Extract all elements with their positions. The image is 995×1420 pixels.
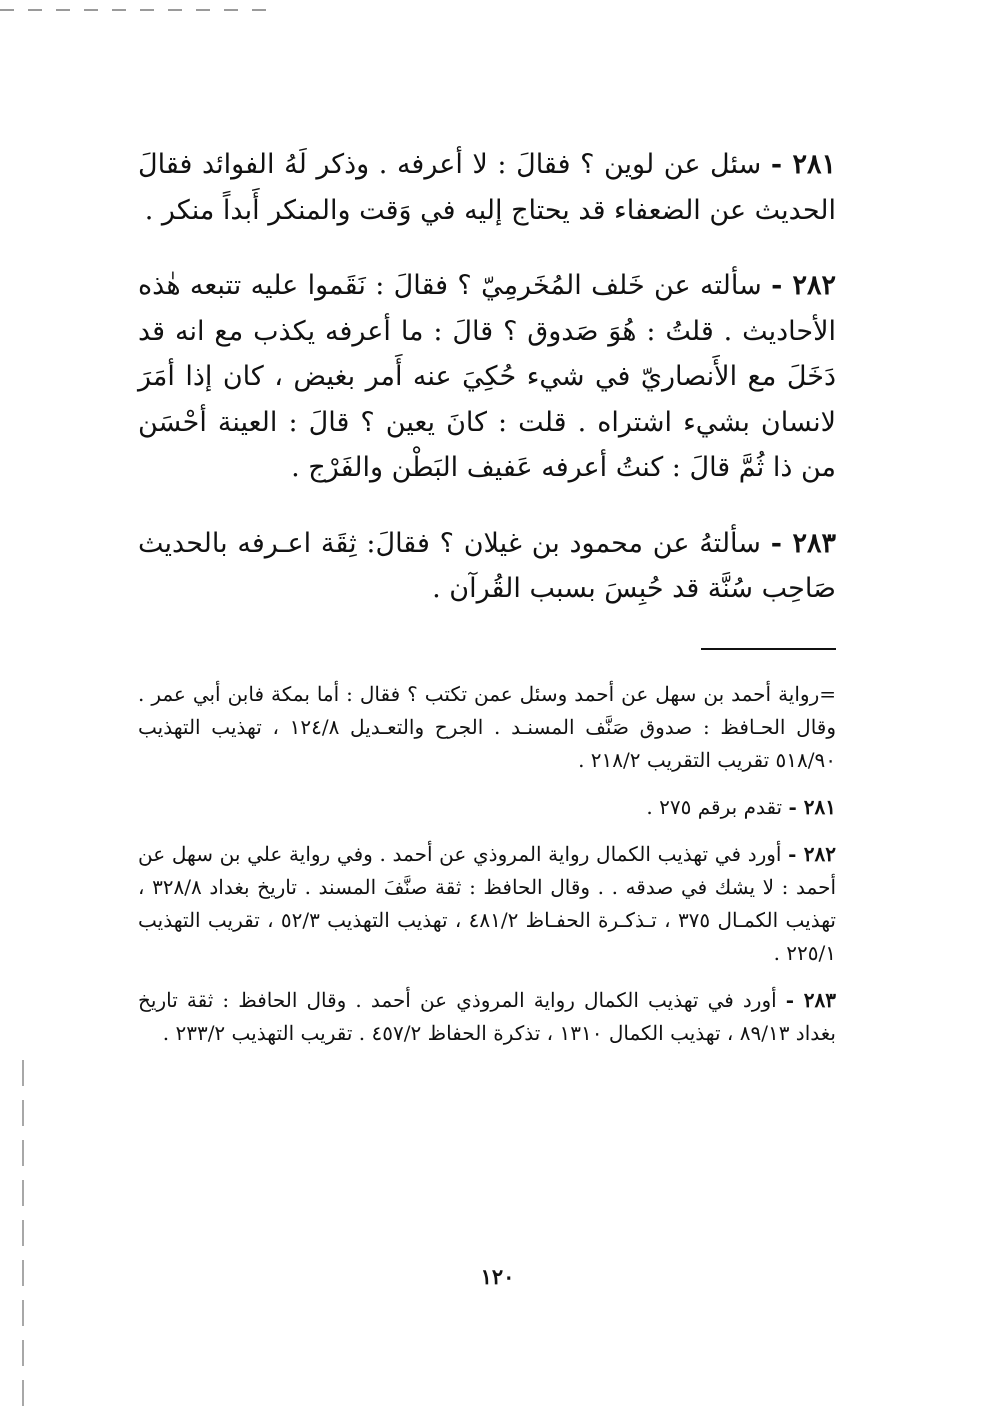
- footnote-281: [138, 791, 836, 824]
- footnote-282: [138, 838, 836, 970]
- scan-margin-line: [22, 1060, 24, 1420]
- footnote-text: أورد في تهذيب الكمال رواية المروذي عن أحمد . وقال الحافظ : ثقة تاريخ بغداد ٨٩/١٣ ، تهذيب الكمال ١٣١٠ ، تذكرة الحفاظ ٤٥٧/٢ . تقريب التهذيب ٢٣٣/٢ .: [138, 987, 836, 1045]
- entry-text: سألته عن خَلف المُخَرمِيّ ؟ فقالَ : نَقَموا عليه تتبعه هٰذه الأحاديث . قلتُ : هُوَ صَدوق ؟ قالَ : ما أعرفه يكذب مع انه قد دَخَلَ مع الأَنصاريّ في شيء حُكِيَ عنه أَمر بغيض ، كان إذا أمَرَ لانسان بشيء اشتراه . قلت : كانَ يعين ؟ قالَ : العينة أحْسَن من ذا ثُمَّ قالَ : كنتُ أعرفه عَفيف البَطْن والفَرْج .: [138, 270, 836, 483]
- footnote-number: ٢٨١ -: [788, 794, 836, 819]
- footnote-separator: [701, 648, 836, 650]
- footnote-text: تقدم برقم ٢٧٥ .: [646, 794, 783, 819]
- footnote-text: أورد في تهذيب الكمال رواية المروذي عن أحمد . وفي رواية علي بن سهل عن أحمد : لا يشك في صدقه . . وقال الحافظ : ثقة صنَّفَ المسند . تاريخ بغداد ٣٢٨/٨ ، تهذيب الكمـال ٣٧٥ ، تـذكـرة الحفـاظ ٤٨١/٢ ، تهذيب التهذيب ٥٢/٣ ، تقريب التهذيب ٢٢٥/١ .: [138, 841, 836, 965]
- entry-text: سئل عن لوين ؟ فقالَ : لا أعرفه . وذكر لَهُ الفوائد فقالَ الحديث عن الضعفاء قد يحتاج إليه في وَقت والمنكر أَبداً منكر .: [138, 149, 836, 226]
- footnote-text: =رواية أحمد بن سهل عن أحمد وسئل عمن تكتب ؟ فقال : أما بمكة فابن أبي عمر . وقال الحـافظ : صدوق صَنَّف المسنـد . الجرح والتعـديل ١٢٤/٨ ، تهذيب التهذيب ٥١٨/٩٠ تقريب التقريب ٢١٨/٢ .: [138, 681, 837, 772]
- entry-281: [138, 142, 836, 233]
- entry-283: [138, 521, 836, 612]
- entry-number: ٢٨٢ -: [771, 270, 836, 301]
- footnote-continued: [138, 678, 836, 777]
- page-number: ١٢٠: [480, 1264, 515, 1289]
- entry-number: ٢٨٣ -: [770, 527, 837, 559]
- footnote-number: ٢٨٣ -: [785, 987, 836, 1012]
- entry-number: ٢٨١ -: [770, 149, 836, 180]
- page-body: [138, 142, 836, 1064]
- footnote-number: ٢٨٢ -: [788, 841, 836, 866]
- footnote-283: [138, 984, 836, 1050]
- entry-282: [138, 263, 836, 491]
- entry-text: سألتهُ عن محمود بن غيلان ؟ فقالَ: ثِقَة اعـرفه بالحديث صَاحِب سُنَّة قد حُبِسَ بسبب القُرآن .: [138, 527, 836, 604]
- scan-border-dashes: [0, 9, 270, 11]
